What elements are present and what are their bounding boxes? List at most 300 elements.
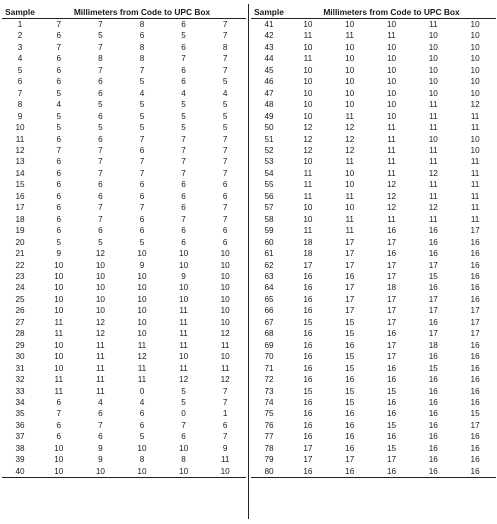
table-row bbox=[251, 454, 496, 465]
measurement-cell: 16 bbox=[428, 397, 438, 407]
measurement-cell: 7 bbox=[98, 168, 103, 178]
measurement-cell: 11 bbox=[470, 157, 480, 167]
measurement-cell: 11 bbox=[429, 100, 438, 110]
measurement-cell: 6 bbox=[56, 157, 62, 167]
measurement-cell: 10 bbox=[137, 283, 147, 293]
table-row bbox=[251, 466, 496, 478]
measurement-cell: 11 bbox=[345, 191, 354, 201]
measurement-cell: 11 bbox=[470, 180, 480, 190]
measurement-cell: 10 bbox=[345, 42, 355, 52]
measurement-cell: 5 bbox=[139, 237, 145, 247]
measurement-cell: 15 bbox=[345, 363, 355, 373]
measurement-cell: 11 bbox=[179, 329, 188, 339]
table-row bbox=[2, 248, 246, 259]
measurement-cell: 16 bbox=[303, 283, 313, 293]
measurement-cell: 6 bbox=[98, 134, 103, 144]
measurement-cell: 16 bbox=[470, 443, 480, 453]
table-row bbox=[2, 282, 246, 293]
measurement-cell: 7 bbox=[181, 54, 186, 64]
measurement-cell: 10 bbox=[220, 294, 230, 304]
table-row bbox=[251, 408, 496, 419]
table-row bbox=[251, 386, 496, 397]
table-row bbox=[2, 408, 246, 419]
measurement-cell: 11 bbox=[429, 145, 438, 155]
measurement-cell: 4 bbox=[222, 88, 228, 98]
measurement-cell: 18 bbox=[428, 340, 438, 350]
table-row bbox=[2, 53, 246, 64]
measurement-cell: 10 bbox=[470, 77, 480, 87]
table-row bbox=[2, 454, 246, 465]
measurement-cell: 4 bbox=[181, 88, 186, 98]
measurement-cell: 15 bbox=[345, 352, 355, 362]
measurement-cell: 4 bbox=[139, 397, 145, 407]
sample-number-cell: 72 bbox=[264, 375, 274, 385]
measurement-cell: 11 bbox=[220, 340, 230, 350]
measurement-cell: 17 bbox=[470, 420, 480, 430]
measurement-cell: 9 bbox=[98, 455, 103, 465]
table-row bbox=[2, 420, 246, 431]
measurement-cell: 16 bbox=[428, 237, 438, 247]
measurement-cell: 11 bbox=[54, 375, 64, 385]
measurement-cell: 10 bbox=[179, 294, 189, 304]
measurement-cell: 16 bbox=[303, 363, 313, 373]
measurement-cell: 10 bbox=[470, 145, 480, 155]
measurement-cell: 10 bbox=[428, 31, 438, 41]
measurement-cell: 10 bbox=[470, 54, 480, 64]
measurement-cell: 11 bbox=[345, 157, 354, 167]
sample-number-cell: 32 bbox=[15, 375, 25, 385]
table-row bbox=[251, 225, 496, 236]
sample-number-cell: 65 bbox=[264, 294, 274, 304]
measurement-cell: 6 bbox=[181, 65, 186, 75]
sample-number-cell: 63 bbox=[264, 271, 274, 281]
sample-number-cell: 14 bbox=[15, 168, 25, 178]
measurement-cell: 10 bbox=[137, 249, 147, 259]
measurement-cell: 10 bbox=[386, 77, 397, 87]
measurement-cell: 7 bbox=[98, 145, 103, 155]
measurement-cell: 10 bbox=[179, 443, 189, 453]
measurement-cell: 6 bbox=[56, 420, 62, 430]
measurement-cell: 5 bbox=[56, 111, 62, 121]
measurement-cell: 18 bbox=[303, 249, 313, 259]
measurement-cell: 5 bbox=[98, 31, 103, 41]
measurement-cell: 10 bbox=[220, 306, 230, 316]
measurement-cell: 10 bbox=[95, 306, 105, 316]
sample-number-cell: 18 bbox=[15, 214, 25, 224]
table-row bbox=[251, 351, 496, 362]
measurement-cell: 11 bbox=[345, 226, 354, 236]
measurement-cell: 11 bbox=[179, 340, 188, 350]
measurement-cell: 12 bbox=[303, 145, 313, 155]
table-row bbox=[2, 111, 246, 122]
measurement-cell: 8 bbox=[98, 54, 103, 64]
measurement-cell: 10 bbox=[428, 88, 438, 98]
measurement-cell: 10 bbox=[470, 88, 480, 98]
measurement-cell: 6 bbox=[139, 226, 145, 236]
measurement-cell: 17 bbox=[386, 237, 397, 247]
measurement-cell: 12 bbox=[303, 123, 313, 133]
table-row bbox=[2, 294, 246, 305]
table-row bbox=[251, 168, 496, 179]
measurement-cell: 17 bbox=[345, 306, 355, 316]
measurement-cell: 7 bbox=[98, 42, 103, 52]
table-row bbox=[2, 134, 246, 145]
table-row bbox=[251, 53, 496, 64]
measurement-cell: 15 bbox=[345, 386, 355, 396]
sample-number-cell: 40 bbox=[2, 466, 38, 478]
measurement-cell: 17 bbox=[345, 455, 355, 465]
measurement-cell: 16 bbox=[303, 340, 313, 350]
measurement-cell: 7 bbox=[222, 134, 228, 144]
measurement-cell: 10 bbox=[137, 271, 147, 281]
measurement-cell: 7 bbox=[139, 168, 145, 178]
sample-number-cell: 60 bbox=[264, 237, 274, 247]
measurement-cell: 6 bbox=[56, 226, 62, 236]
measurement-cell: 10 bbox=[95, 294, 105, 304]
table-row bbox=[2, 19, 246, 31]
table-row bbox=[251, 420, 496, 431]
sample-header: Sample bbox=[2, 6, 38, 19]
measurement-cell: 10 bbox=[163, 466, 205, 478]
measurement-cell: 10 bbox=[345, 180, 355, 190]
measurement-cell: 5 bbox=[181, 100, 186, 110]
measurement-cell: 6 bbox=[139, 180, 145, 190]
sample-number-cell: 28 bbox=[15, 329, 25, 339]
measurement-cell: 16 bbox=[303, 329, 313, 339]
measurement-cell: 10 bbox=[386, 88, 397, 98]
table-row bbox=[251, 271, 496, 282]
sample-number-cell: 54 bbox=[264, 168, 274, 178]
measurement-cell: 10 bbox=[428, 65, 438, 75]
sample-number-cell: 15 bbox=[15, 180, 25, 190]
measurement-cell: 10 bbox=[345, 203, 355, 213]
table-row bbox=[2, 260, 246, 271]
sample-number-cell: 19 bbox=[15, 226, 25, 236]
measurement-cell: 17 bbox=[386, 340, 397, 350]
measurement-cell: 17 bbox=[428, 294, 438, 304]
measurement-cell: 16 bbox=[470, 249, 480, 259]
measurement-cell: 7 bbox=[222, 157, 228, 167]
measurement-cell: 12 bbox=[95, 329, 105, 339]
measurement-cell: 10 bbox=[303, 42, 313, 52]
measurement-cell: 10 bbox=[54, 271, 64, 281]
measurement-cell: 5 bbox=[181, 386, 186, 396]
measurement-cell: 7 bbox=[181, 134, 186, 144]
measurement-cell: 7 bbox=[181, 157, 186, 167]
measurement-cell: 17 bbox=[470, 317, 480, 327]
measurement-cell: 10 bbox=[470, 42, 480, 52]
measurement-cell: 12 bbox=[303, 134, 313, 144]
measure-header: Millimeters from Code to UPC Box bbox=[287, 6, 496, 19]
measurement-cell: 10 bbox=[95, 260, 105, 270]
measurement-cell: 16 bbox=[345, 443, 355, 453]
measurement-cell: 12 bbox=[345, 123, 355, 133]
measurement-cell: 11 bbox=[387, 31, 396, 41]
measurement-cell: 16 bbox=[345, 271, 355, 281]
measurement-cell: 16 bbox=[303, 271, 313, 281]
table-row bbox=[251, 374, 496, 385]
measurement-cell: 10 bbox=[470, 65, 480, 75]
measurement-cell: 7 bbox=[222, 214, 228, 224]
measurement-cell: 16 bbox=[386, 409, 397, 419]
sample-number-cell: 42 bbox=[264, 31, 274, 41]
measurement-cell: 10 bbox=[54, 306, 64, 316]
measurement-cell: 11 bbox=[429, 180, 438, 190]
sample-number-cell: 59 bbox=[264, 226, 274, 236]
measurement-cell: 1 bbox=[222, 409, 228, 419]
measurement-cell: 18 bbox=[386, 283, 397, 293]
measurement-cell: 11 bbox=[303, 31, 313, 41]
table-row bbox=[251, 294, 496, 305]
measurement-cell: 4 bbox=[98, 397, 103, 407]
table-row bbox=[2, 271, 246, 282]
sample-number-cell: 48 bbox=[264, 100, 274, 110]
measurement-cell: 16 bbox=[470, 375, 480, 385]
sample-number-cell: 39 bbox=[15, 455, 25, 465]
measurement-cell: 11 bbox=[137, 340, 147, 350]
measurement-cell: 6 bbox=[56, 168, 62, 178]
table-row bbox=[251, 42, 496, 53]
sample-number-cell: 71 bbox=[264, 363, 274, 373]
measurement-cell: 11 bbox=[220, 363, 230, 373]
measurement-cell: 11 bbox=[54, 317, 64, 327]
measurement-cell: 10 bbox=[137, 317, 147, 327]
measurement-cell: 10 bbox=[428, 42, 438, 52]
table-row bbox=[251, 191, 496, 202]
sample-number-cell: 51 bbox=[264, 134, 274, 144]
measurement-cell: 6 bbox=[56, 203, 62, 213]
sample-number-cell: 1 bbox=[17, 20, 23, 29]
measurement-cell: 17 bbox=[470, 226, 480, 236]
measurement-cell: 10 bbox=[220, 317, 230, 327]
measurement-cell: 5 bbox=[181, 397, 186, 407]
measurement-cell: 6 bbox=[98, 191, 103, 201]
measurement-cell: 7 bbox=[222, 203, 228, 213]
measurement-cell: 17 bbox=[345, 260, 355, 270]
sample-number-cell: 75 bbox=[264, 409, 274, 419]
table-row bbox=[2, 351, 246, 362]
measurement-cell: 15 bbox=[386, 420, 397, 430]
measurement-cell: 10 bbox=[470, 31, 480, 41]
table-row bbox=[2, 386, 246, 397]
measurement-cell: 16 bbox=[428, 455, 438, 465]
measurement-cell: 16 bbox=[412, 466, 454, 478]
measurement-cell: 7 bbox=[222, 168, 228, 178]
measurement-cell: 16 bbox=[428, 409, 438, 419]
sample-number-cell: 46 bbox=[264, 77, 274, 87]
table-row bbox=[251, 237, 496, 248]
measurement-cell: 16 bbox=[470, 283, 480, 293]
measurement-cell: 12 bbox=[137, 352, 147, 362]
measurement-cell: 17 bbox=[345, 294, 355, 304]
measurement-cell: 16 bbox=[470, 455, 480, 465]
measurement-cell: 6 bbox=[56, 432, 62, 442]
measurement-cell: 16 bbox=[386, 249, 397, 259]
measurement-cell: 17 bbox=[386, 352, 397, 362]
table-row bbox=[251, 282, 496, 293]
table-row bbox=[2, 122, 246, 133]
sample-number-cell: 45 bbox=[264, 65, 274, 75]
measurement-cell: 9 bbox=[56, 249, 62, 259]
measurement-cell: 10 bbox=[220, 283, 230, 293]
measurement-cell: 12 bbox=[95, 249, 105, 259]
measurement-cell: 6 bbox=[139, 145, 145, 155]
measurement-cell: 7 bbox=[222, 145, 228, 155]
table-row bbox=[251, 214, 496, 225]
measurement-cell: 6 bbox=[181, 432, 186, 442]
sample-number-cell: 4 bbox=[17, 54, 23, 64]
table-header-row bbox=[2, 6, 246, 19]
table-row bbox=[2, 168, 246, 179]
table-row bbox=[2, 340, 246, 351]
measurement-cell: 5 bbox=[139, 77, 145, 87]
measurement-cell: 10 bbox=[345, 54, 355, 64]
measurement-cell: 11 bbox=[96, 375, 105, 385]
sample-number-cell: 68 bbox=[264, 329, 274, 339]
sample-number-cell: 74 bbox=[264, 397, 274, 407]
measurement-cell: 11 bbox=[387, 134, 396, 144]
measurement-cell: 16 bbox=[470, 340, 480, 350]
measurement-cell: 10 bbox=[470, 20, 480, 29]
measurement-cell: 10 bbox=[54, 352, 64, 362]
sample-number-cell: 9 bbox=[17, 111, 23, 121]
measurement-cell: 11 bbox=[429, 214, 438, 224]
measurement-cell: 16 bbox=[287, 466, 329, 478]
measurement-cell: 16 bbox=[386, 363, 397, 373]
measurement-cell: 11 bbox=[137, 363, 147, 373]
measurement-cell: 5 bbox=[181, 123, 186, 133]
measurement-cell: 16 bbox=[329, 466, 371, 478]
measurement-cell: 10 bbox=[220, 249, 230, 259]
measurement-cell: 10 bbox=[137, 306, 147, 316]
sample-number-cell: 25 bbox=[15, 294, 25, 304]
measurement-cell: 16 bbox=[470, 352, 480, 362]
measurement-cell: 6 bbox=[139, 420, 145, 430]
measurement-cell: 15 bbox=[303, 317, 313, 327]
measurement-cell: 9 bbox=[98, 443, 103, 453]
measurement-cell: 10 bbox=[303, 20, 313, 29]
table-row bbox=[251, 30, 496, 41]
sample-number-cell: 24 bbox=[15, 283, 25, 293]
measurement-cell: 10 bbox=[204, 466, 246, 478]
measurement-cell: 6 bbox=[98, 409, 103, 419]
table-row bbox=[2, 65, 246, 76]
measurement-cell: 10 bbox=[303, 88, 313, 98]
measurement-cell: 6 bbox=[98, 111, 103, 121]
measurement-cell: 15 bbox=[345, 317, 355, 327]
measurement-cell: 5 bbox=[56, 88, 62, 98]
table-row bbox=[251, 431, 496, 442]
sample-number-cell: 34 bbox=[15, 397, 25, 407]
measurement-cell: 6 bbox=[222, 191, 228, 201]
measurement-cell: 9 bbox=[181, 271, 186, 281]
measurement-cell: 7 bbox=[222, 397, 228, 407]
table-row bbox=[2, 42, 246, 53]
measurement-cell: 16 bbox=[470, 271, 480, 281]
measurement-cell: 7 bbox=[181, 214, 186, 224]
measurement-cell: 5 bbox=[139, 100, 145, 110]
measurement-cell: 10 bbox=[220, 260, 230, 270]
sample-number-cell: 50 bbox=[264, 123, 274, 133]
measurement-cell: 5 bbox=[222, 100, 228, 110]
measurement-cell: 11 bbox=[345, 214, 354, 224]
measurement-cell: 16 bbox=[470, 363, 480, 373]
measurement-cell: 11 bbox=[179, 306, 188, 316]
measurement-cell: 16 bbox=[428, 352, 438, 362]
measurement-cell: 5 bbox=[139, 432, 145, 442]
sample-number-cell: 20 bbox=[15, 237, 25, 247]
measurement-cell: 16 bbox=[303, 294, 313, 304]
table-row bbox=[2, 363, 246, 374]
measurement-cell: 5 bbox=[222, 111, 228, 121]
measurement-cell: 10 bbox=[121, 466, 163, 478]
sample-number-cell: 44 bbox=[264, 54, 274, 64]
measurement-cell: 10 bbox=[303, 214, 313, 224]
measurement-cell: 16 bbox=[303, 420, 313, 430]
measurement-cell: 12 bbox=[179, 375, 189, 385]
measurement-cell: 6 bbox=[56, 397, 62, 407]
table-row bbox=[251, 99, 496, 110]
sample-number-cell: 5 bbox=[17, 65, 23, 75]
measurement-cell: 15 bbox=[345, 397, 355, 407]
measurement-cell: 10 bbox=[54, 443, 64, 453]
measurement-cell: 11 bbox=[54, 329, 64, 339]
measurement-cell: 16 bbox=[470, 260, 480, 270]
measurement-cell: 6 bbox=[56, 180, 62, 190]
table-header-row bbox=[251, 6, 496, 19]
measurement-cell: 10 bbox=[386, 42, 397, 52]
table-row bbox=[2, 179, 246, 190]
measurement-cell: 15 bbox=[386, 443, 397, 453]
sample-number-cell: 47 bbox=[264, 88, 274, 98]
measurement-cell: 16 bbox=[428, 226, 438, 236]
measurement-cell: 10 bbox=[345, 168, 355, 178]
sample-number-cell: 77 bbox=[264, 432, 274, 442]
measurement-cell: 7 bbox=[181, 145, 186, 155]
measurement-cell: 8 bbox=[139, 42, 145, 52]
table-row bbox=[251, 19, 496, 31]
measurement-cell: 6 bbox=[98, 77, 103, 87]
measurement-cell: 16 bbox=[428, 283, 438, 293]
measurement-cell: 6 bbox=[98, 88, 103, 98]
column-divider bbox=[248, 4, 249, 519]
measurement-cell: 10 bbox=[54, 260, 64, 270]
measurement-cell: 15 bbox=[470, 409, 480, 419]
table-row bbox=[251, 397, 496, 408]
sample-number-cell: 16 bbox=[15, 191, 25, 201]
measurement-cell: 6 bbox=[181, 20, 186, 29]
sample-number-cell: 35 bbox=[15, 409, 25, 419]
measurement-cell: 11 bbox=[429, 191, 438, 201]
measurement-cell: 10 bbox=[303, 65, 313, 75]
measurement-cell: 10 bbox=[137, 294, 147, 304]
measurement-cell: 6 bbox=[56, 31, 62, 41]
sample-number-cell: 70 bbox=[264, 352, 274, 362]
measurement-cell: 7 bbox=[56, 20, 62, 29]
measurement-cell: 16 bbox=[470, 432, 480, 442]
measurement-cell: 6 bbox=[222, 180, 228, 190]
measurement-cell: 7 bbox=[98, 214, 103, 224]
sample-number-cell: 78 bbox=[264, 443, 274, 453]
measurement-cell: 16 bbox=[428, 249, 438, 259]
table-row bbox=[2, 191, 246, 202]
measurement-cell: 11 bbox=[429, 111, 438, 121]
table-row bbox=[2, 88, 246, 99]
table-row bbox=[251, 88, 496, 99]
measurement-cell: 7 bbox=[139, 134, 145, 144]
measurement-cell: 16 bbox=[303, 409, 313, 419]
measurement-cell: 10 bbox=[303, 111, 313, 121]
